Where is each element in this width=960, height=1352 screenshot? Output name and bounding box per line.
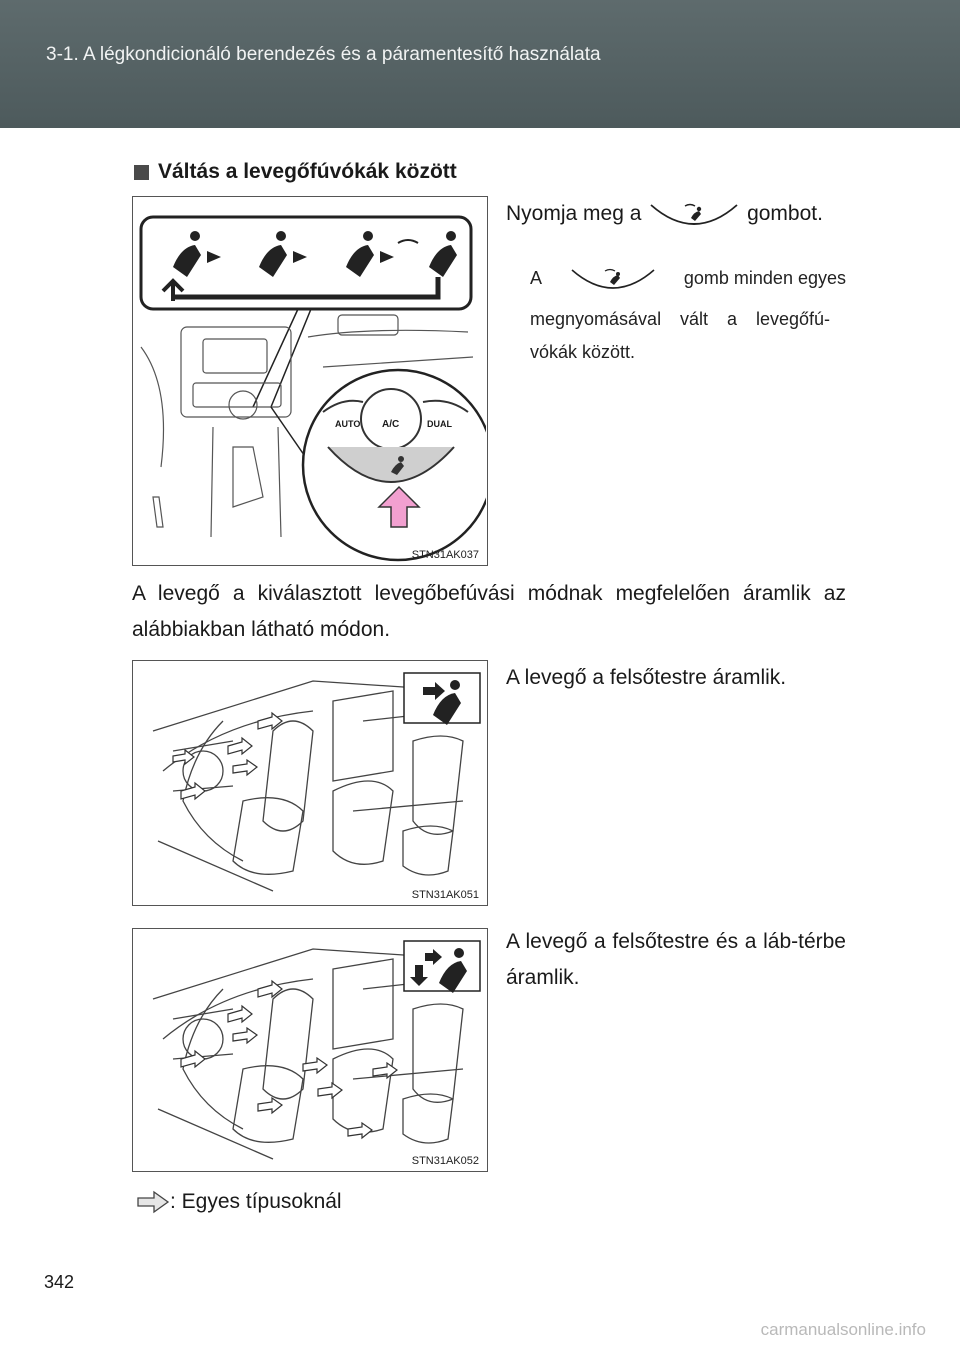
instruction-before: Nyomja meg a xyxy=(506,202,642,225)
watermark: carmanualsonline.info xyxy=(760,1320,926,1339)
mode-1-text: A levegő a felsőtestre áramlik. xyxy=(506,666,787,689)
figure-mode-selector xyxy=(132,196,488,566)
mode-button-icon-small xyxy=(568,264,658,294)
fig1-code: STN31AK037 xyxy=(411,549,479,561)
instruction-text xyxy=(506,196,846,232)
note-text xyxy=(530,262,846,369)
header-title: 3-1. A légkondicionáló berendezés és a páramentesítő használata xyxy=(46,44,601,65)
figure-upper-body-flow xyxy=(132,660,488,906)
mode-selector-illustration xyxy=(133,197,486,564)
square-bullet-icon xyxy=(134,165,149,180)
cabin-illustration-upper-floor xyxy=(133,929,486,1170)
fig1-auto-label: AUTO xyxy=(335,419,361,429)
fig1-ac-label: A/C xyxy=(382,419,400,430)
mode-2-text: A levegő a felsőtestre és a láb-térbe áramlik. xyxy=(506,930,846,989)
mode-button-icon xyxy=(647,199,741,229)
note-rest: megnyomásával vált a levegőfú-vókák között. xyxy=(530,309,830,362)
section-heading xyxy=(134,160,457,184)
arrow-symbol-icon xyxy=(136,1189,170,1215)
cabin-illustration-upper xyxy=(133,661,486,904)
footnote-text: : Egyes típusoknál xyxy=(170,1190,342,1213)
section-heading-text: Váltás a levegőfúvókák között xyxy=(158,160,457,183)
note-prefix: A xyxy=(530,268,543,288)
figure-upper-floor-flow xyxy=(132,928,488,1172)
page-number: 342 xyxy=(44,1272,75,1292)
note-line1-after: gomb minden egyes xyxy=(683,268,846,288)
fig1-dual-label: DUAL xyxy=(427,419,452,429)
fig3-code: STN31AK052 xyxy=(411,1155,479,1167)
footnote xyxy=(136,1184,342,1220)
instruction-after: gombot. xyxy=(747,202,823,225)
fig2-code: STN31AK051 xyxy=(411,889,479,901)
intro-paragraph: A levegő a kiválasztott levegőbefúvási módnak megfelelően áramlik az alábbiakban látható módon. xyxy=(132,582,846,641)
page-header xyxy=(0,0,960,128)
